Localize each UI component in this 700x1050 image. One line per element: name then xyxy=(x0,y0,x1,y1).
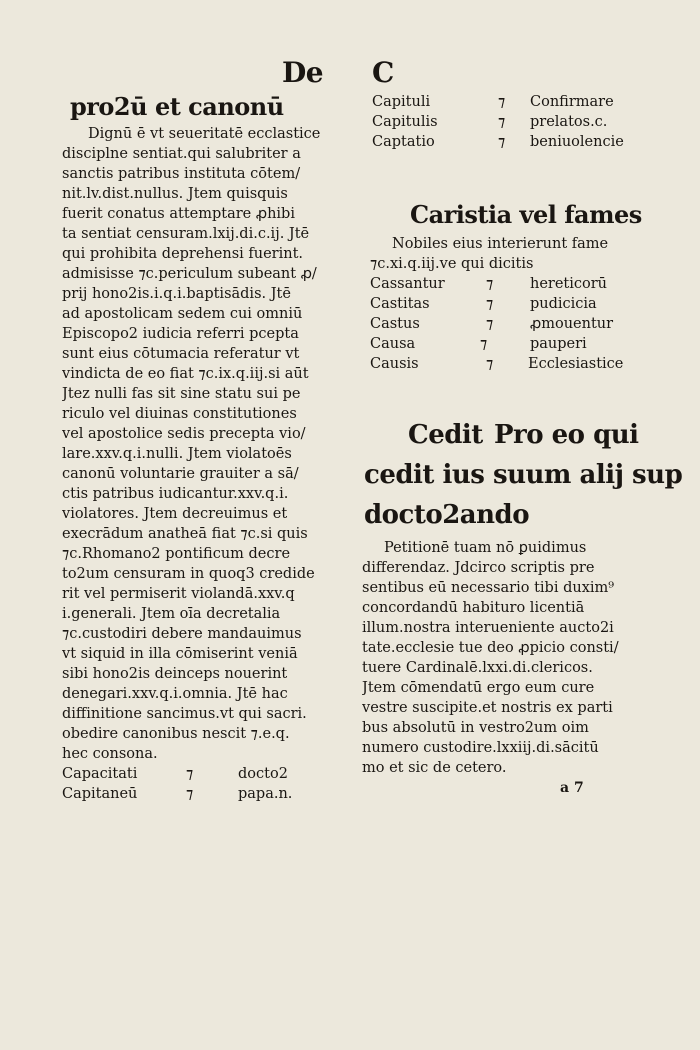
text-line: ⁊c.Rhomano2 pontificum decre xyxy=(62,546,291,562)
index-ampersand: ⁊ xyxy=(486,316,494,332)
text-line: tate.ecclesie tue deo ꝓpicio consti/ xyxy=(362,640,619,656)
text-line: mo et sic de cetero. xyxy=(362,760,507,776)
text-line: riculo vel diuinas constitutiones xyxy=(62,406,297,422)
text-line: hec consona. xyxy=(62,746,158,762)
text-line: Dignū ē vt seueritatē ecclastice xyxy=(88,126,321,142)
text-line: lare.xxv.q.i.nulli. Jtem violatoēs xyxy=(62,446,292,462)
index-ampersand: ⁊ xyxy=(186,786,194,802)
text-line: sibi hono2is deinceps nouerint xyxy=(62,666,288,682)
index-cross-ref: beniuolencie xyxy=(530,134,624,150)
index-ampersand: ⁊ xyxy=(186,766,194,782)
index-term: Capituli xyxy=(372,94,431,110)
index-cross-ref: papa.n. xyxy=(238,786,293,802)
text-line: sanctis patribus instituta cōtem/ xyxy=(62,166,301,182)
index-cross-ref: hereticorū xyxy=(530,276,608,292)
index-row xyxy=(370,274,662,294)
text-line: vt siquid in illa cōmiserint veniā xyxy=(62,646,298,662)
index-cross-ref: pauperi xyxy=(530,336,587,352)
text-line: Episcopo2 iudicia referri pcepta xyxy=(62,326,299,342)
text-line: diffinitione sancimus.vt qui sacri. xyxy=(62,706,307,722)
text-line: to2um censuram in quoq3 credide xyxy=(62,566,315,582)
text-line: sunt eius cōtumacia referatur vt xyxy=(62,346,300,362)
section-heading: Caristia vel fames xyxy=(410,200,642,229)
text-line: disciplne sentiat.qui salubriter a xyxy=(62,146,301,162)
section2-heading-word: Cedit xyxy=(408,420,483,450)
text-line: concordandū habituro licentiā xyxy=(362,600,585,616)
index-row xyxy=(370,354,662,374)
index-term: Castus xyxy=(370,316,420,332)
index-cross-ref: prelatos.c. xyxy=(530,114,608,130)
text-line: ctis patribus iudicantur.xxv.q.i. xyxy=(62,486,289,502)
text-line: differendaz. Jdcirco scriptis pre xyxy=(362,560,595,576)
text-line: Jtem cōmendatū ergo eum cure xyxy=(362,680,595,696)
text-line: prij hono2is.i.q.i.baptisādis. Jtē xyxy=(62,286,291,302)
index-cross-ref: docto2 xyxy=(238,766,288,782)
text-line: execrādum anatheā fiat ⁊c.si quis xyxy=(62,526,308,542)
index-term: Capitaneū xyxy=(62,786,138,802)
text-line: obedire canonibus nescit ⁊.e.q. xyxy=(62,726,290,742)
index-row xyxy=(370,314,662,334)
text-line: rit vel permiserit violandā.xxv.q xyxy=(62,586,295,602)
index-ampersand: ⁊ xyxy=(486,296,494,312)
text-line: canonū voluntarie grauiter a sā/ xyxy=(62,466,299,482)
text-line: vestre suscipite.et nostris ex parti xyxy=(362,700,613,716)
index-cross-ref: Confirmare xyxy=(530,94,614,110)
right-top-index xyxy=(372,92,662,152)
text-line: Jtez nulli fas sit sine statu sui pe xyxy=(62,386,301,402)
index-term: Capacitati xyxy=(62,766,138,782)
signature-mark: a 7 xyxy=(560,780,584,796)
text-line: violatores. Jtem decreuimus et xyxy=(62,506,288,522)
text-line: qui prohibita deprehensi fuerint. xyxy=(62,246,304,262)
text-line: Nobiles eius interierunt fame xyxy=(392,236,609,252)
index-cross-ref: ꝓmouentur xyxy=(530,316,614,332)
text-line: ad apostolicam sedem cui omniū xyxy=(62,306,303,322)
index-term: Captatio xyxy=(372,134,435,150)
index-row xyxy=(370,334,662,354)
text-line: fuerit conatus attemptare ꝓhibi xyxy=(62,206,295,222)
text-line: bus absolutū in vestro2um oim xyxy=(362,720,589,736)
text-line: sentibus eū necessario tibi duxim⁹ xyxy=(362,580,615,596)
index-ampersand: ⁊ xyxy=(498,134,506,150)
index-ampersand: ⁊ xyxy=(498,114,506,130)
text-line: ⁊c.xi.q.iij.ve qui dicitis xyxy=(370,256,534,272)
index-cross-ref: pudicicia xyxy=(530,296,597,312)
index-row xyxy=(370,294,662,314)
section2-heading-rest: Pro eo qui xyxy=(494,420,639,450)
index-ampersand: ⁊ xyxy=(486,356,494,372)
running-head-left: De xyxy=(282,56,324,89)
text-line: denegari.xxv.q.i.omnia. Jtē hac xyxy=(62,686,288,702)
text-line: numero custodire.lxxiij.di.sācitū xyxy=(362,740,599,756)
index-row xyxy=(62,784,332,804)
index-ampersand: ⁊ xyxy=(486,276,494,292)
index-row xyxy=(62,764,332,784)
left-column-text xyxy=(62,124,332,804)
running-head-right: C xyxy=(372,56,394,89)
index-term: Castitas xyxy=(370,296,430,312)
section2-body xyxy=(362,538,662,778)
section1-body xyxy=(370,234,662,374)
index-ampersand: ⁊ xyxy=(480,336,488,352)
text-line: admisisse ⁊c.periculum subeant ꝓ/ xyxy=(62,266,317,282)
text-line: vindicta de eo fiat ⁊c.ix.q.iij.si aūt xyxy=(62,366,309,382)
text-line: ⁊c.custodiri debere mandauimus xyxy=(62,626,302,642)
index-row xyxy=(372,112,662,132)
section2-heading-line3: docto2ando xyxy=(364,500,530,530)
index-term: Causa xyxy=(370,336,416,352)
index-term: Cassantur xyxy=(370,276,445,292)
index-cross-ref: Ecclesiastice xyxy=(528,356,624,372)
index-ampersand: ⁊ xyxy=(498,94,506,110)
text-line: Petitionē tuam nō ꝑuidimus xyxy=(384,540,587,556)
text-line: vel apostolice sedis precepta vio/ xyxy=(62,426,306,442)
text-line: illum.nostra interueniente aucto2i xyxy=(362,620,614,636)
text-line: i.generali. Jtem oīa decretalia xyxy=(62,606,281,622)
left-column-heading: pro2ū et canonū xyxy=(70,92,284,121)
section2-heading-line2: cedit ius suum alij sup xyxy=(364,460,683,490)
index-row xyxy=(372,132,662,152)
index-term: Causis xyxy=(370,356,419,372)
text-line: tuere Cardinalē.lxxi.di.clericos. xyxy=(362,660,593,676)
index-term: Capitulis xyxy=(372,114,438,130)
text-line: ta sentiat censuram.lxij.di.c.ij. Jtē xyxy=(62,226,310,242)
text-line: nit.lv.dist.nullus. Jtem quisquis xyxy=(62,186,288,202)
index-row xyxy=(372,92,662,112)
